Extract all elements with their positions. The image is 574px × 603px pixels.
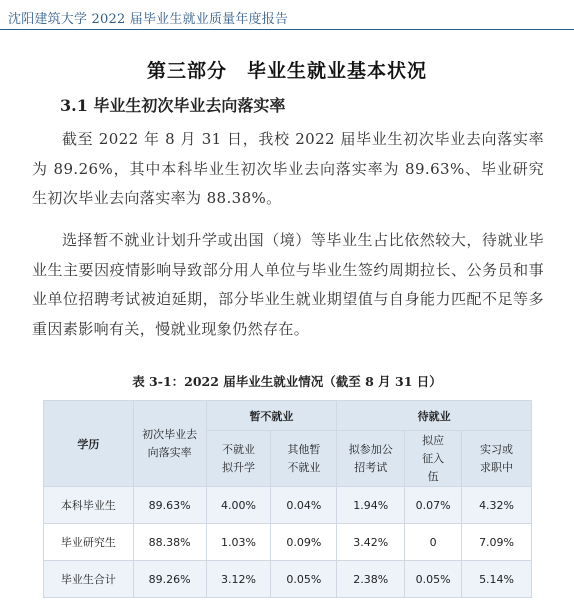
header-education: 学历 bbox=[44, 401, 134, 487]
report-header-title: 沈阳建筑大学 2022 届毕业生就业质量年度报告 bbox=[8, 12, 289, 27]
chapter-title: 第三部分 毕业生就业基本状况 bbox=[146, 60, 427, 82]
cell-job-seeking: 4.32% bbox=[462, 487, 532, 524]
header-other-not-employed: 其他暂不就业 bbox=[271, 431, 337, 487]
paragraph-analysis: 选择暂不就业计划升学或出国（境）等毕业生占比依然较大，待就业毕业生主要因疫情影响导致部分用人单位与毕业生签约周期拉长、公务员和事业单位招聘考试被迫延期，部分毕业生就业期望值与自身能力匹配不足等多重因素影响有关，慢就业现象仍然存在。 bbox=[32, 231, 544, 338]
cell-rate: 89.63% bbox=[133, 487, 206, 524]
cell-enlist: 0 bbox=[405, 524, 462, 561]
section-title: 3.1 毕业生初次毕业去向落实率 bbox=[60, 96, 286, 115]
header-rate: 初次毕业去向落实率 bbox=[133, 401, 206, 487]
header-divider bbox=[0, 29, 574, 30]
cell-rate: 89.26% bbox=[133, 561, 206, 598]
paragraph-rate-summary: 截至 2022 年 8 月 31 日，我校 2022 届毕业生初次毕业去向落实率为 89.26%，其中本科毕业生初次毕业去向落实率为 89.63%、毕业研究生初次毕业去向落实率为 88.38%。 bbox=[32, 130, 544, 207]
cell-education: 毕业研究生 bbox=[44, 524, 134, 561]
table-row bbox=[44, 561, 532, 598]
header-job-seeking: 实习或求职中 bbox=[462, 431, 532, 487]
cell-rate: 88.38% bbox=[133, 524, 206, 561]
cell-job-seeking: 5.14% bbox=[462, 561, 532, 598]
header-group-waiting: 待就业 bbox=[337, 401, 532, 431]
cell-enlist: 0.05% bbox=[405, 561, 462, 598]
cell-job-seeking: 7.09% bbox=[462, 524, 532, 561]
cell-education: 本科毕业生 bbox=[44, 487, 134, 524]
table-row bbox=[44, 524, 532, 561]
cell-further-study: 3.12% bbox=[206, 561, 271, 598]
cell-civil-exam: 2.38% bbox=[337, 561, 405, 598]
header-civil-exam: 拟参加公招考试 bbox=[337, 431, 405, 487]
report-header bbox=[0, 0, 574, 30]
header-group-not-employed: 暂不就业 bbox=[206, 401, 337, 431]
header-enlist: 拟应征入伍 bbox=[405, 431, 462, 487]
table-caption: 表 3-1：2022 届毕业生就业情况（截至 8 月 31 日） bbox=[132, 374, 442, 389]
cell-other-not-employed: 0.05% bbox=[271, 561, 337, 598]
cell-further-study: 1.03% bbox=[206, 524, 271, 561]
cell-other-not-employed: 0.04% bbox=[271, 487, 337, 524]
cell-civil-exam: 1.94% bbox=[337, 487, 405, 524]
employment-table bbox=[43, 400, 532, 598]
cell-education: 毕业生合计 bbox=[44, 561, 134, 598]
header-further-study: 不就业拟升学 bbox=[206, 431, 271, 487]
table-row bbox=[44, 487, 532, 524]
cell-enlist: 0.07% bbox=[405, 487, 462, 524]
cell-further-study: 4.00% bbox=[206, 487, 271, 524]
cell-civil-exam: 3.42% bbox=[337, 524, 405, 561]
cell-other-not-employed: 0.09% bbox=[271, 524, 337, 561]
